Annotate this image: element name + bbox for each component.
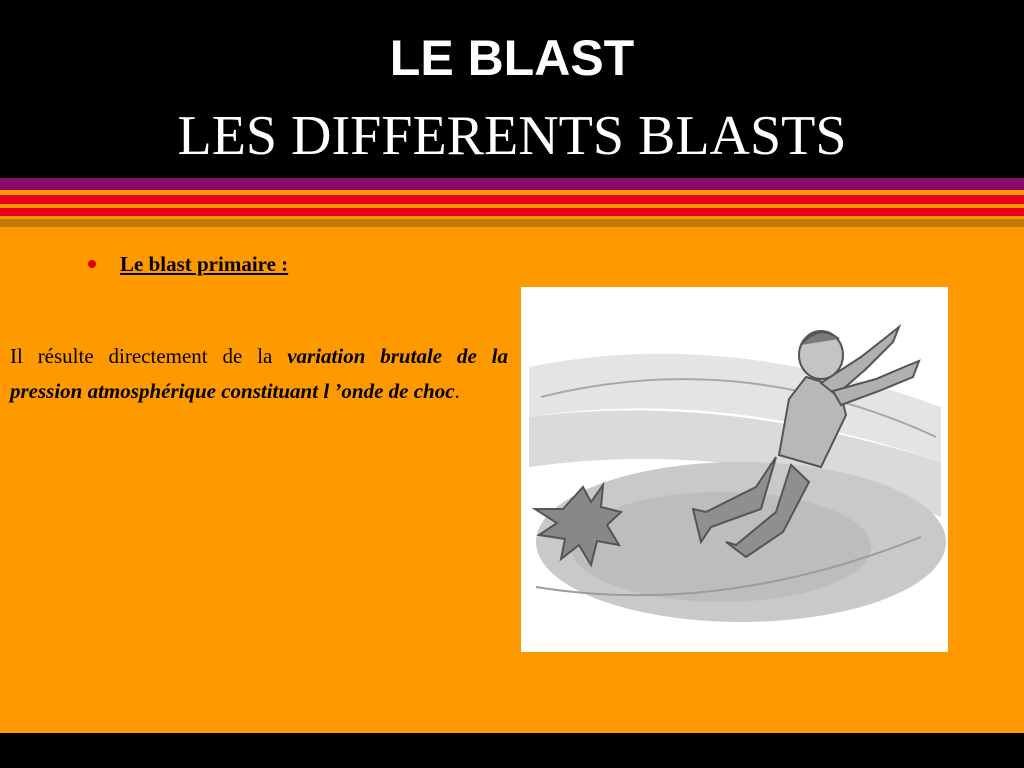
stripe-red-2: [0, 208, 1024, 216]
blast-illustration-drawing: [521, 287, 948, 652]
bullet-dot-icon: [88, 260, 96, 268]
paragraph-emphasis: variation brutale de la pression atmosphérique constituant l ’onde de choc: [10, 344, 508, 403]
paragraph-text-2: .: [454, 379, 460, 403]
stripe-red-1: [0, 195, 1024, 204]
stripe-purple: [0, 178, 1024, 190]
slide-subtitle: LES DIFFERENTS BLASTS: [177, 105, 847, 167]
paragraph-text-1: Il résulte directement de la: [10, 344, 288, 368]
title-bar: [0, 0, 1024, 178]
stripe-olive: [0, 219, 1024, 227]
blast-illustration: [521, 287, 948, 652]
bullet-item: [88, 248, 288, 280]
slide-title: LE BLAST: [389, 30, 635, 86]
body-paragraph: [10, 339, 508, 409]
footer-bar: [0, 733, 1024, 768]
bullet-label: Le blast primaire :: [120, 251, 289, 276]
